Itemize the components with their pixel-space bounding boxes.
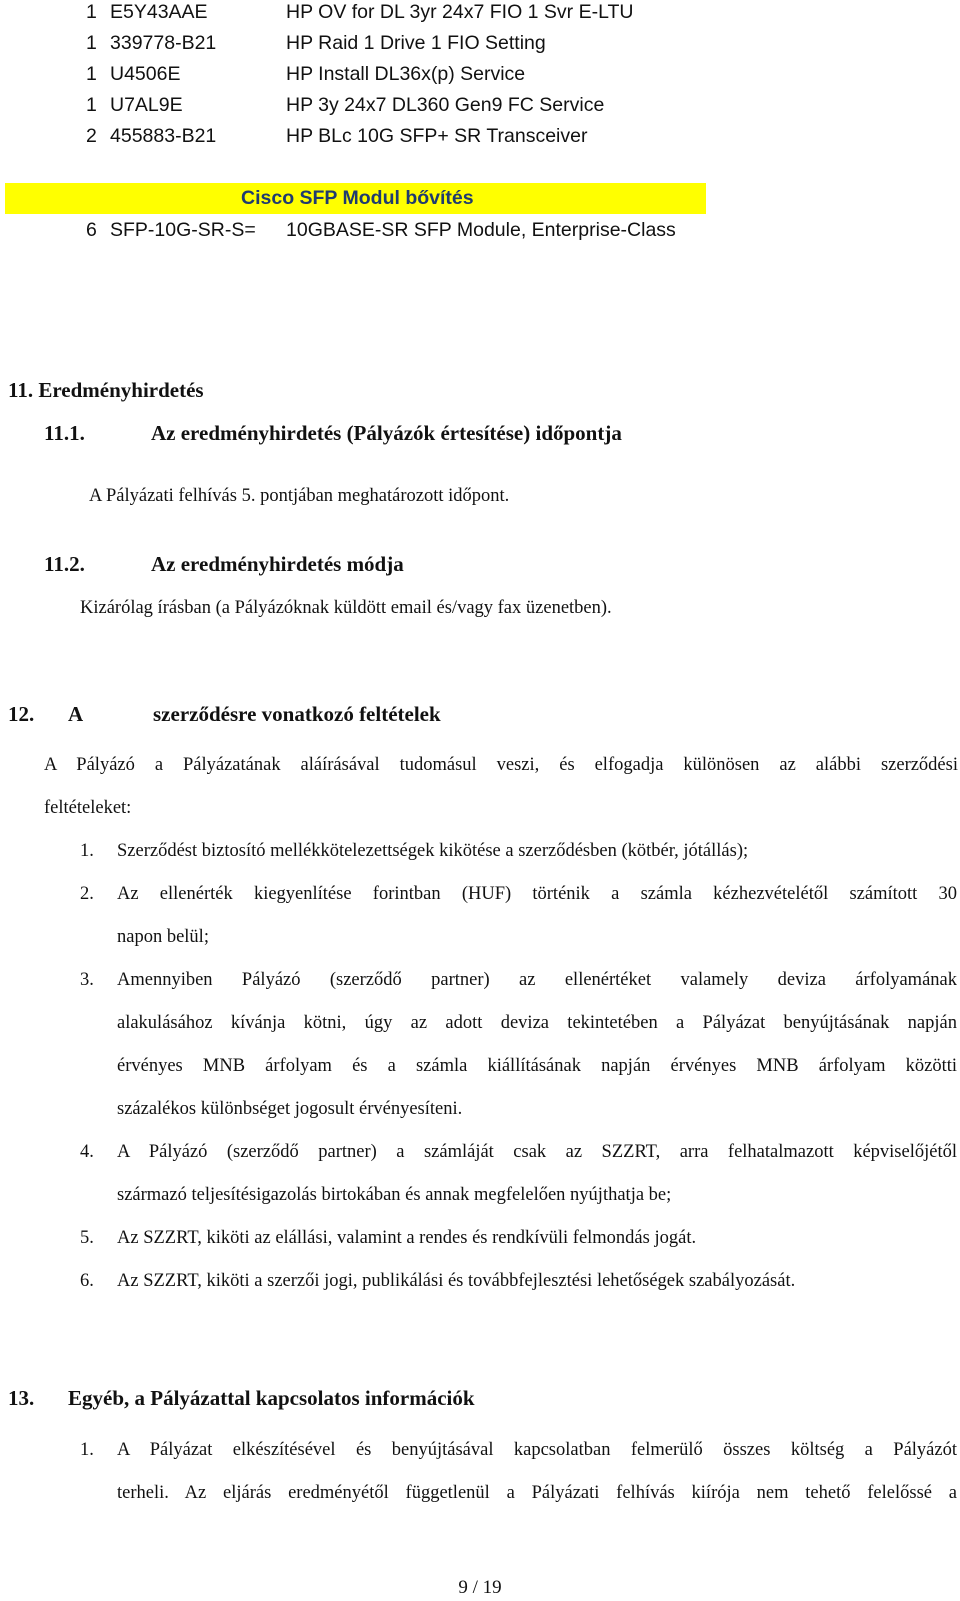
list-item-text: Amennyiben Pályázó (szerződő partner) az ellenértéket valamely deviza árfolyamának: [117, 970, 957, 990]
section-13-number: 13.: [8, 1386, 35, 1410]
list-item-text: érvényes MNB árfolyam és a számla kiállításának napján érvényes MNB árfolyam közötti: [117, 1056, 957, 1076]
list-item-text: származó teljesítésigazolás birtokában és annak megfelelően nyújthatja be;: [117, 1185, 672, 1205]
list-item-text: Az SZZRT, kiköti a szerzői jogi, publikálási és továbbfejlesztési lehetőségek szabályozását.: [117, 1271, 796, 1291]
part-code: E5Y43AAE: [110, 1, 208, 23]
section-12-title-a: A: [68, 702, 84, 726]
section-11-2-text: Kizárólag írásban (a Pályázóknak küldött email és/vagy fax üzenetben).: [80, 598, 612, 618]
part-qty: 1: [86, 63, 97, 85]
list-item-text: terheli. Az eljárás eredményétől függetlenül a Pályázati felhívás kiírója nem tehető felelőssé a: [117, 1483, 957, 1503]
section-11-title: 11. Eredményhirdetés: [8, 378, 204, 402]
part-row: [0, 59, 960, 89]
part-desc: HP BLc 10G SFP+ SR Transceiver: [286, 125, 588, 147]
section-11-1-title: Az eredményhirdetés (Pályázók értesítése) időpontja: [151, 421, 622, 445]
part-code: SFP-10G-SR-S=: [110, 219, 256, 241]
section-12-intro-line: feltételeket:: [44, 798, 132, 818]
list-item-text: alakulásához kívánja kötni, úgy az adott deviza tekintetében a Pályázat benyújtásának napján: [117, 1013, 957, 1033]
list-item-text: A Pályázat elkészítésével és benyújtásával kapcsolatban felmerülő összes költség a Pályázót: [117, 1440, 957, 1460]
part-code: U7AL9E: [110, 94, 183, 116]
list-item-text: Szerződést biztosító mellékkötelezettségek kikötése a szerződésben (kötbér, jótállás);: [117, 841, 749, 861]
page-number: 9 / 19: [458, 1577, 502, 1598]
list-item-text: napon belül;: [117, 927, 209, 947]
list-item-number: 3.: [80, 970, 94, 990]
section-12-title: szerződésre vonatkozó feltételek: [153, 702, 441, 726]
list-item-text: Az ellenérték kiegyenlítése forintban (HUF) történik a számla kézhezvételétől számított 30: [117, 884, 957, 904]
part-qty: 2: [86, 125, 97, 147]
section-13-title: Egyéb, a Pályázattal kapcsolatos információk: [68, 1386, 475, 1410]
list-item-text: Az SZZRT, kiköti az elállási, valamint a rendes és rendkívüli felmondás jogát.: [117, 1228, 697, 1248]
list-item-text: A Pályázó (szerződő partner) a számláját csak az SZZRT, arra felhatalmazott képviselőjétől: [117, 1142, 957, 1162]
section-11-1-text: A Pályázati felhívás 5. pontjában meghatározott időpont.: [89, 486, 510, 506]
part-qty: 1: [86, 32, 97, 54]
part-code: U4506E: [110, 63, 181, 85]
list-item-number: 5.: [80, 1228, 94, 1248]
part-row: [0, 0, 960, 27]
cisco-heading: Cisco SFP Modul bővítés: [241, 187, 474, 209]
part-desc: 10GBASE-SR SFP Module, Enterprise-Class: [286, 219, 676, 241]
section-12-number: 12.: [8, 702, 35, 726]
section-11-1-number: 11.1.: [44, 421, 85, 445]
part-row: [0, 121, 960, 151]
list-item-number: 1.: [80, 841, 94, 861]
part-desc: HP 3y 24x7 DL360 Gen9 FC Service: [286, 94, 605, 116]
part-desc: HP OV for DL 3yr 24x7 FIO 1 Svr E-LTU: [286, 1, 634, 23]
part-qty: 6: [86, 219, 97, 241]
list-item-number: 1.: [80, 1440, 94, 1460]
part-qty: 1: [86, 94, 97, 116]
cisco-part-row: [0, 215, 960, 245]
part-qty: 1: [86, 1, 97, 23]
cisco-heading-highlight: [5, 183, 706, 214]
list-item-number: 6.: [80, 1271, 94, 1291]
part-desc: HP Raid 1 Drive 1 FIO Setting: [286, 32, 546, 54]
part-code: 339778-B21: [110, 32, 217, 54]
part-row: [0, 28, 960, 58]
list-item-number: 2.: [80, 884, 94, 904]
part-code: 455883-B21: [110, 125, 217, 147]
section-11-2-number: 11.2.: [44, 552, 85, 576]
part-row: [0, 90, 960, 120]
list-item-number: 4.: [80, 1142, 94, 1162]
list-item-text: százalékos különbséget jogosult érvényesíteni.: [117, 1099, 463, 1119]
section-12-intro-line: A Pályázó a Pályázatának aláírásával tudomásul veszi, és elfogadja különösen az alábbi szerződési: [44, 755, 958, 775]
part-desc: HP Install DL36x(p) Service: [286, 63, 526, 85]
section-11-2-title: Az eredményhirdetés módja: [151, 552, 404, 576]
